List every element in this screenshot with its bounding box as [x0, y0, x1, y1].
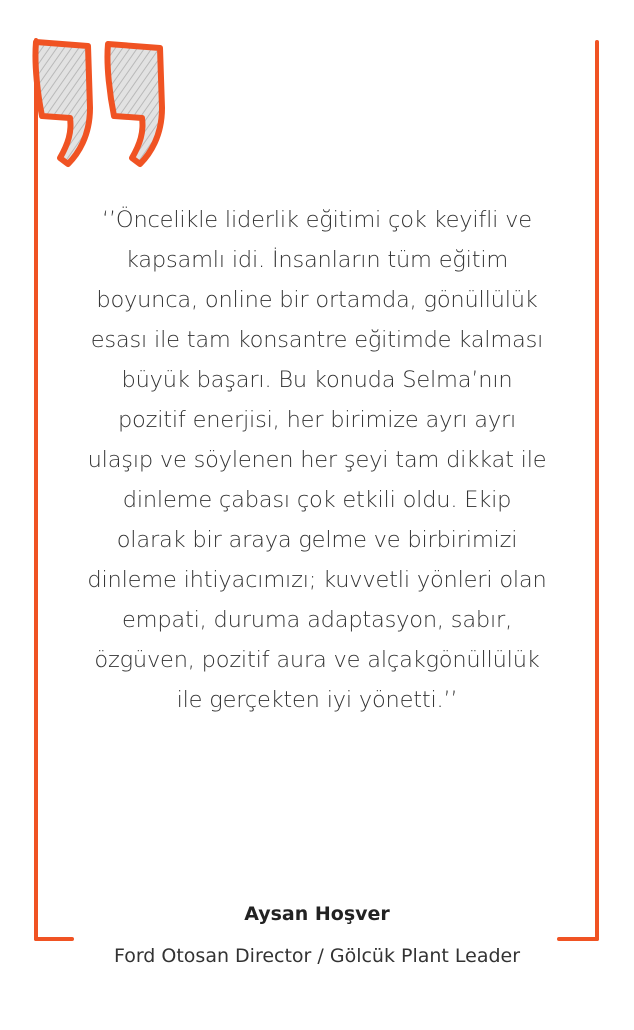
quote-line: pozitif enerjisi, her birimize ayrı ayrı	[117, 407, 517, 433]
frame-bottom-right-border	[557, 937, 599, 941]
quote-line: dinleme ihtiyacımızı; kuvvetli yönleri olan	[87, 567, 547, 593]
author-name: Aysan Hoşver	[244, 903, 390, 925]
frame-right-border	[595, 40, 599, 941]
quote-line: büyük başarı. Bu konuda Selma’nın	[121, 367, 513, 393]
quote-line: empati, duruma adaptasyon, sabır,	[121, 607, 513, 633]
quote-line: kapsamlı idi. İnsanların tüm eğitim	[125, 247, 509, 273]
quotation-mark-icon	[28, 36, 174, 168]
quote-line: ‘’Öncelikle liderlik eğitimi çok keyifli ve	[102, 207, 532, 233]
quote-line: ile gerçekten iyi yönetti.’’	[176, 687, 458, 713]
quote-line: ulaşıp ve söylenen her şeyi tam dikkat ile	[87, 447, 547, 473]
frame-bottom-left-border	[34, 937, 74, 941]
author-role: Ford Otosan Director / Gölcük Plant Leader	[113, 945, 521, 967]
quote-line: özgüven, pozitif aura ve alçakgönüllülük	[94, 647, 540, 673]
frame-left-border	[34, 38, 38, 941]
quote-line: esası ile tam konsantre eğitimde kalması	[90, 327, 544, 353]
testimonial-quote	[58, 200, 576, 720]
quote-line: dinleme çabası çok etkili oldu. Ekip	[122, 487, 512, 513]
quote-line: boyunca, online bir ortamda, gönüllülük	[96, 287, 538, 313]
quote-line: olarak bir araya gelme ve birbirimizi	[116, 527, 518, 553]
